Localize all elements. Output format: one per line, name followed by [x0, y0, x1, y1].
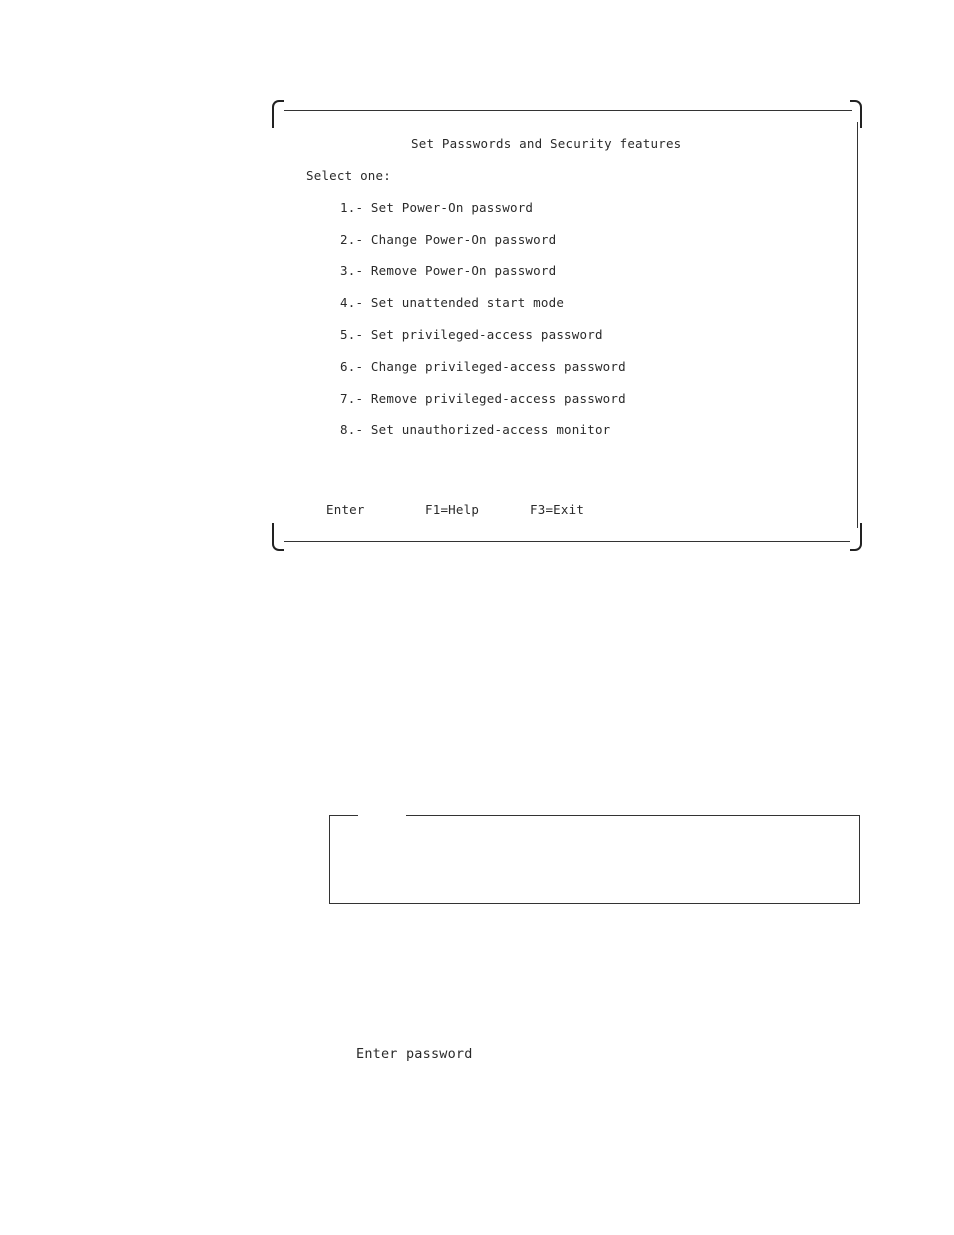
menu-option-8[interactable]: 8.- Set unauthorized-access monitor — [340, 422, 611, 437]
help-key[interactable]: F1=Help — [425, 502, 480, 517]
menu-option-3[interactable]: 3.- Remove Power-On password — [340, 263, 557, 278]
menu-option-2[interactable]: 2.- Change Power-On password — [340, 232, 557, 247]
frame-corner-top-left — [272, 100, 284, 128]
frame-top-border — [284, 110, 852, 111]
menu-option-1[interactable]: 1.- Set Power-On password — [340, 200, 534, 215]
password-prompt: Enter password — [356, 1046, 473, 1062]
menu-option-7[interactable]: 7.- Remove privileged-access password — [340, 391, 626, 406]
frame-corner-bottom-right — [850, 523, 862, 551]
menu-option-6[interactable]: 6.- Change privileged-access password — [340, 359, 626, 374]
frame-right-border — [857, 122, 858, 528]
menu-option-5[interactable]: 5.- Set privileged-access password — [340, 327, 603, 342]
enter-key[interactable]: Enter — [326, 502, 365, 517]
note-box-tab-gap — [358, 814, 406, 816]
frame-corner-bottom-left — [272, 523, 284, 551]
frame-corner-top-right — [850, 100, 862, 128]
select-prompt: Select one: — [306, 168, 391, 183]
menu-option-4[interactable]: 4.- Set unattended start mode — [340, 295, 565, 310]
note-box — [329, 815, 860, 904]
frame-bottom-border — [284, 541, 850, 542]
exit-key[interactable]: F3=Exit — [530, 502, 585, 517]
screen-title: Set Passwords and Security features — [411, 136, 682, 151]
